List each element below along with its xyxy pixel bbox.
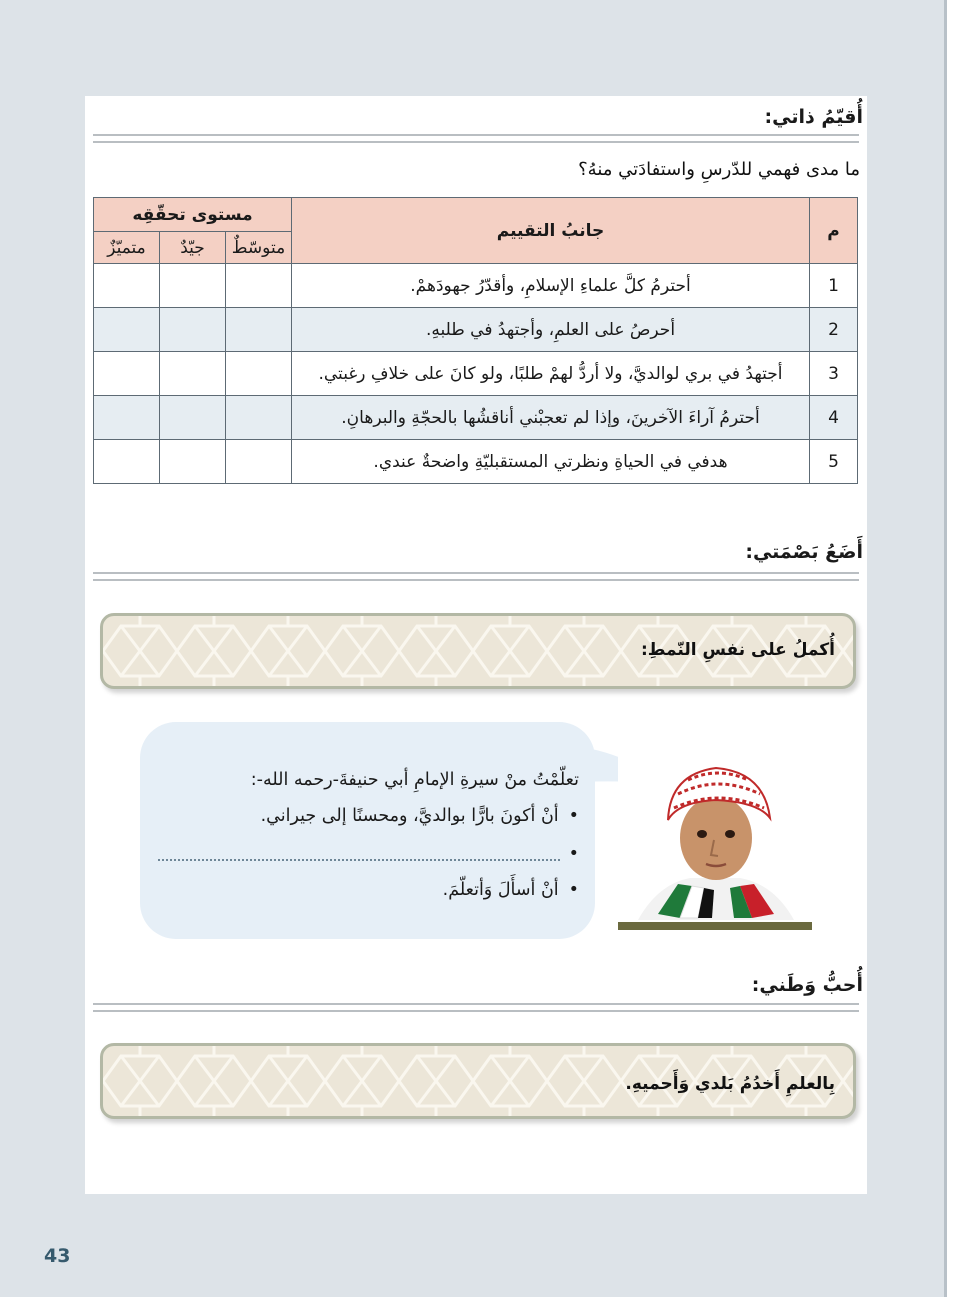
self-assessment-heading: أُقيّمُ ذاتي: xyxy=(764,106,863,128)
bubble-item: •أنْ أكونَ بارًّا بوالديَّ، ومحسنًا إلى جيراني. xyxy=(260,806,579,826)
table-row xyxy=(94,440,858,484)
section-divider xyxy=(93,134,859,143)
row-text: أجتهدُ في بري لوالديَّ، ولا أردُّ لهمْ طلبًا، ولو كانَ على خلافِ رغبتي. xyxy=(292,352,810,396)
page-edge xyxy=(947,0,957,1297)
assessment-question: ما مدى فهمي للدّرسِ واستفادَتي منهُ؟ xyxy=(578,159,860,180)
table-row xyxy=(94,396,858,440)
assessment-table xyxy=(93,197,858,484)
level-cell[interactable] xyxy=(94,308,160,352)
row-text: أحرصُ على العلمِ، وأجتهدُ في طلبهِ. xyxy=(292,308,810,352)
level-cell[interactable] xyxy=(160,440,226,484)
row-number: 4 xyxy=(810,396,858,440)
level-cell[interactable] xyxy=(226,440,292,484)
answer-blank-line[interactable] xyxy=(158,859,560,861)
section-divider xyxy=(93,572,859,581)
level-good: جيّدٌ xyxy=(160,232,226,264)
level-cell[interactable] xyxy=(160,352,226,396)
homeland-box xyxy=(100,1043,856,1119)
level-cell[interactable] xyxy=(94,264,160,308)
bubble-item-blank xyxy=(559,844,579,864)
page-number: 43 xyxy=(44,1245,71,1267)
level-cell[interactable] xyxy=(226,396,292,440)
row-text: هدفي في الحياةِ ونظرتي المستقبليّةِ واضحةٌ عندي. xyxy=(292,440,810,484)
level-cell[interactable] xyxy=(160,396,226,440)
bullet-icon: • xyxy=(568,880,579,900)
boy-photo xyxy=(618,752,812,930)
row-number: 1 xyxy=(810,264,858,308)
homeland-statement: بِالعلمِ أَخدُمُ بَلدي وَأَحميهِ. xyxy=(625,1074,835,1094)
level-cell[interactable] xyxy=(94,396,160,440)
row-text: أحترمُ آراءَ الآخرينَ، وإذا لم تعجبْني أناقشُها بالحجّةِ والبرهانِ. xyxy=(292,396,810,440)
level-cell[interactable] xyxy=(226,352,292,396)
level-cell[interactable] xyxy=(226,264,292,308)
table-row xyxy=(94,352,858,396)
row-number: 5 xyxy=(810,440,858,484)
column-header-number: م xyxy=(810,198,858,264)
homeland-heading: أُحبُّ وَطَني: xyxy=(751,974,863,996)
row-number: 2 xyxy=(810,308,858,352)
bubble-item: •أنْ أسأَلَ وَأتعلّمَ. xyxy=(442,880,579,900)
instruction-box xyxy=(100,613,856,689)
section-divider xyxy=(93,1003,859,1012)
bullet-icon: • xyxy=(568,806,579,826)
row-number: 3 xyxy=(810,352,858,396)
bubble-intro: تعلّمْتُ منْ سيرةِ الإمامِ أبي حنيفةَ-رحمه الله-: xyxy=(250,770,579,790)
instruction-text: أُكملُ على نفسِ النّمطِ: xyxy=(641,640,835,660)
imprint-heading: أَضَعُ بَصْمَتي: xyxy=(745,541,863,563)
speech-bubble xyxy=(140,722,595,939)
level-cell[interactable] xyxy=(160,264,226,308)
column-header-level: مستوى تحقّقِه xyxy=(94,198,292,232)
column-header-aspect: جانبُ التقييم xyxy=(292,198,810,264)
row-text: أحترمُ كلَّ علماءِ الإسلامِ، وأقدّرُ جهودَهمْ. xyxy=(292,264,810,308)
level-cell[interactable] xyxy=(94,352,160,396)
level-excellent: متميّزٌ xyxy=(94,232,160,264)
table-row xyxy=(94,308,858,352)
level-cell[interactable] xyxy=(160,308,226,352)
level-cell[interactable] xyxy=(94,440,160,484)
bullet-icon: • xyxy=(568,844,579,864)
level-cell[interactable] xyxy=(226,308,292,352)
table-row xyxy=(94,264,858,308)
level-average: متوسّطٌ xyxy=(226,232,292,264)
